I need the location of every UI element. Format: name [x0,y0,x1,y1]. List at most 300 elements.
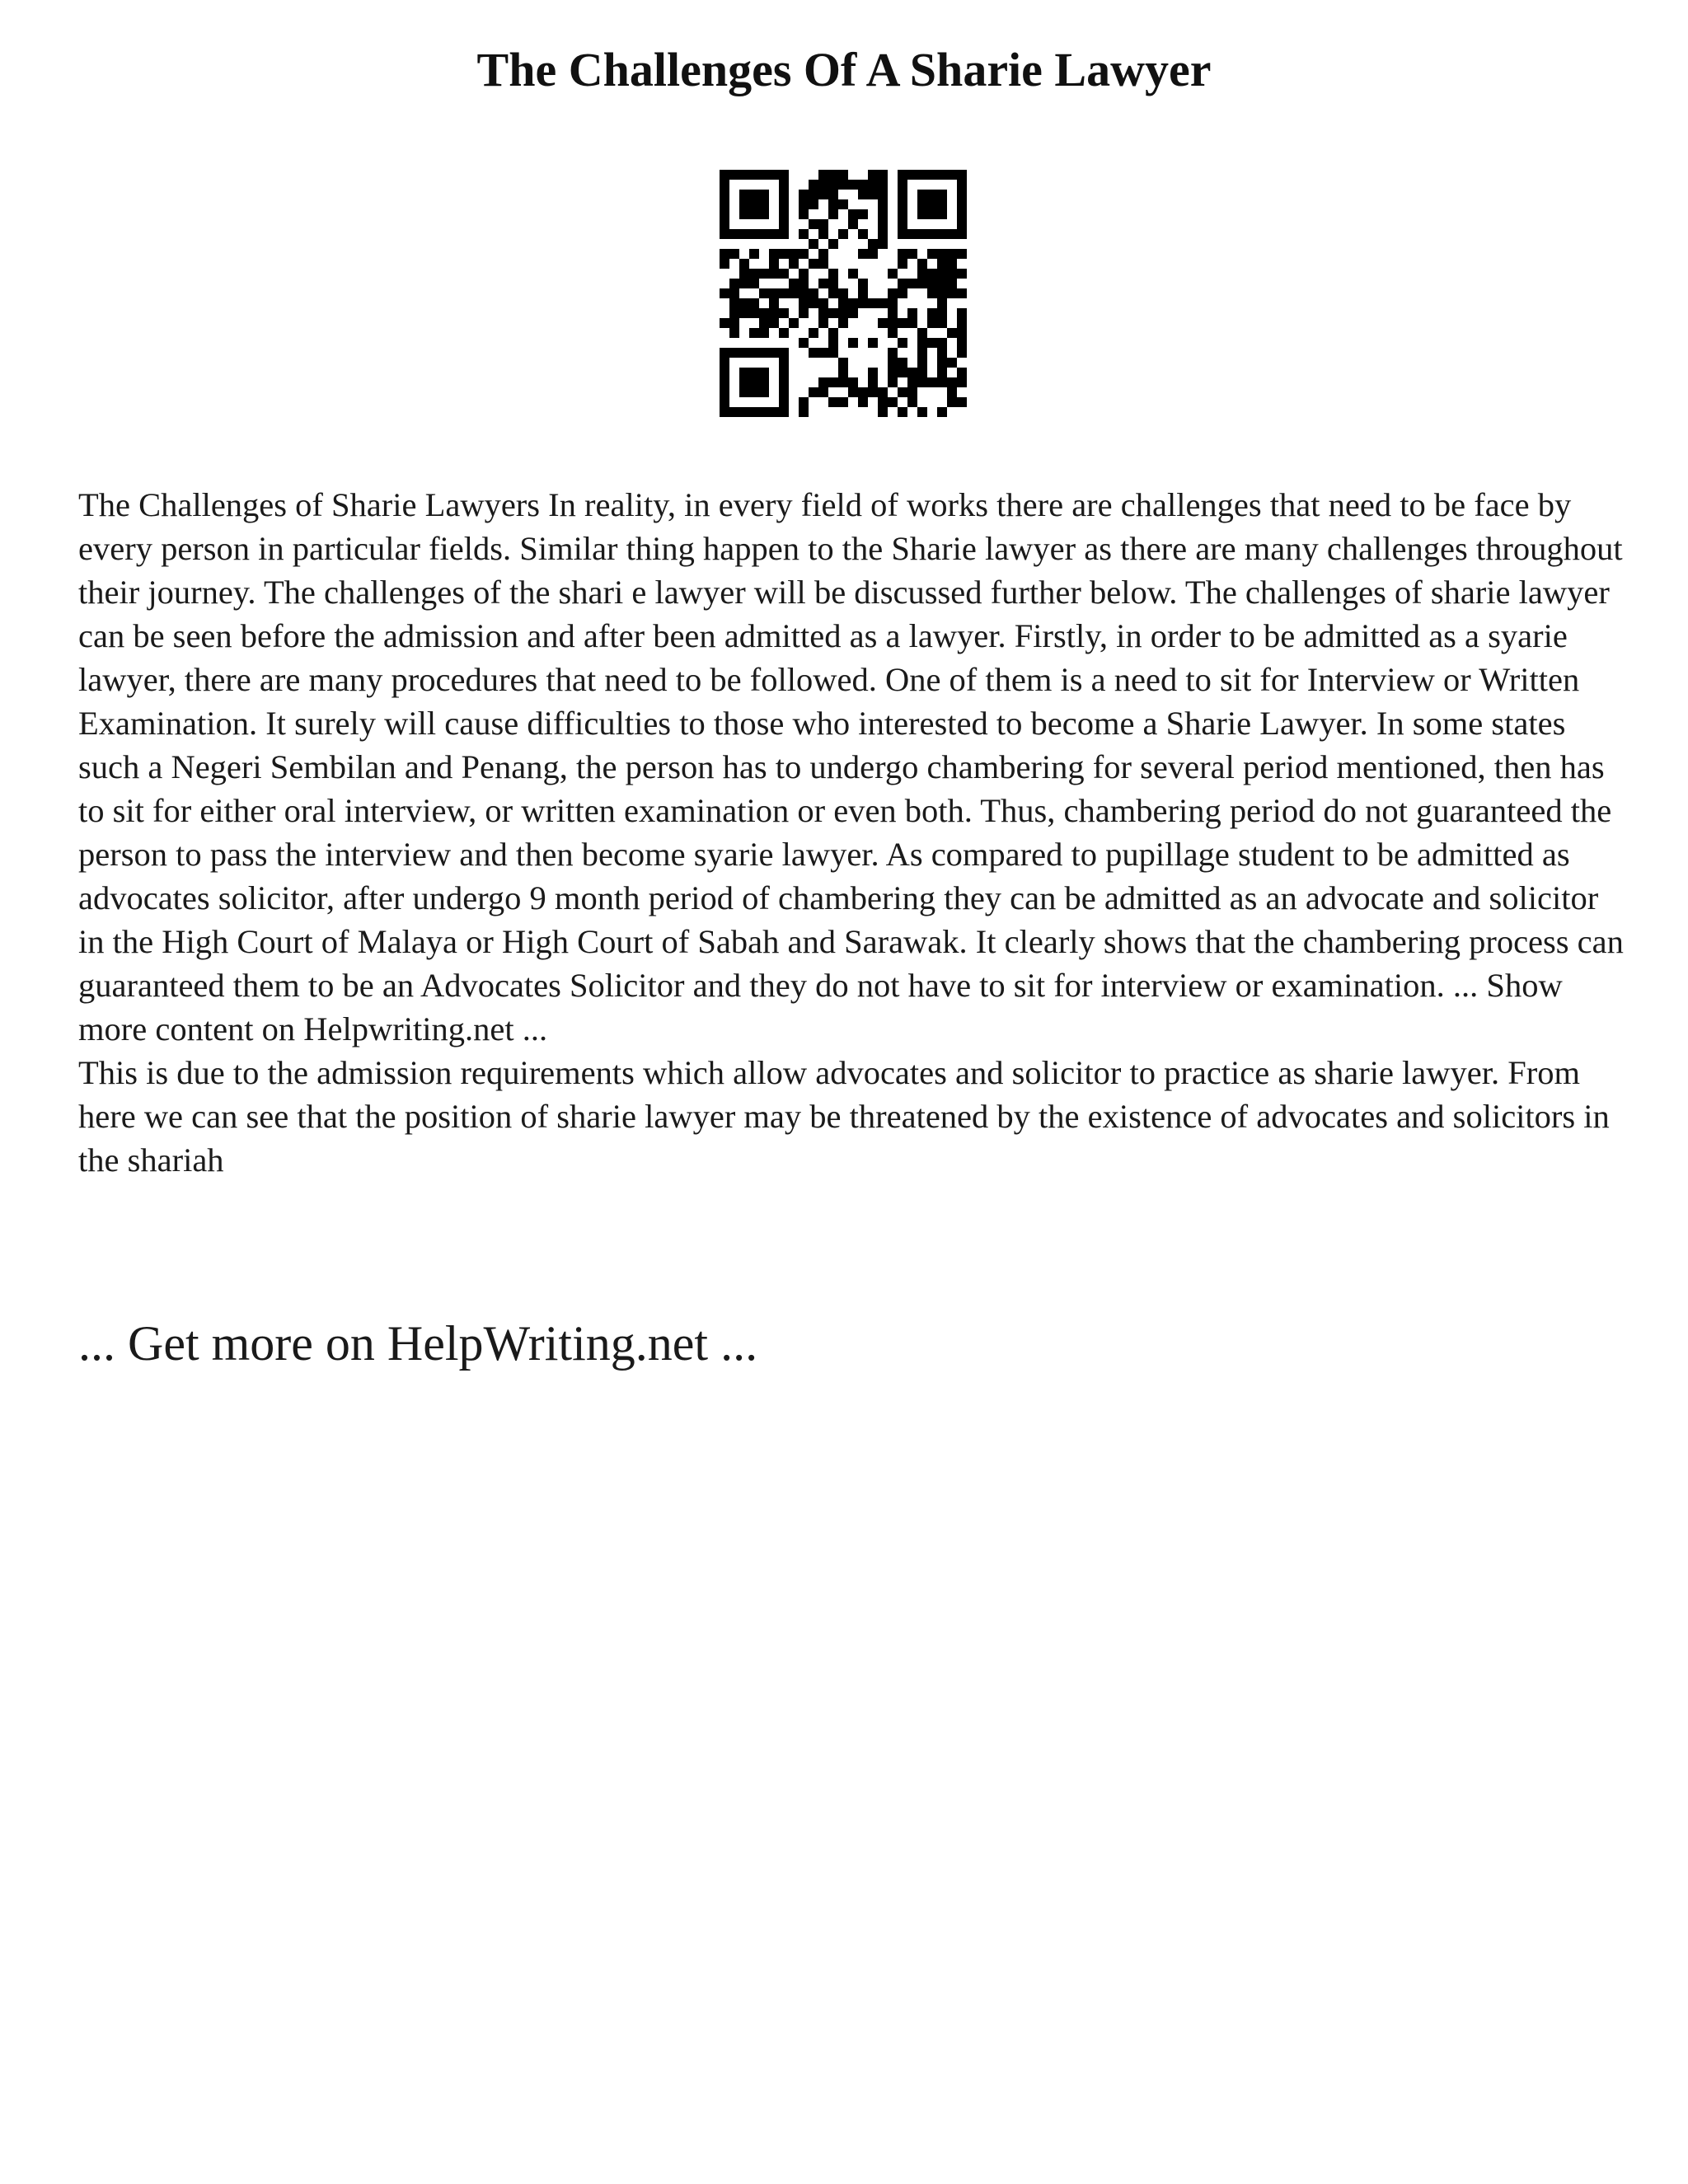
qr-module [957,269,967,279]
qr-module [898,199,907,209]
qr-module [838,358,848,368]
qr-module [868,377,878,387]
qr-module [957,199,967,209]
qr-module [937,199,947,209]
qr-module [720,199,729,209]
qr-module [898,229,907,239]
qr-module [957,180,967,190]
qr-module [720,229,729,239]
qr-module [720,190,729,199]
qr-module [858,279,868,288]
qr-module [858,397,868,407]
qr-module [937,259,947,269]
qr-module [720,318,729,328]
qr-module [937,298,947,308]
qr-module [838,397,848,407]
qr-module [759,209,769,219]
qr-module [927,209,937,219]
qr-module [769,308,779,318]
qr-module [828,308,838,318]
qr-module [759,269,769,279]
qr-module [858,387,868,397]
qr-module [720,180,729,190]
qr-module [749,190,759,199]
qr-module [937,308,947,318]
qr-module [838,368,848,377]
qr-module [720,358,729,368]
qr-module [749,308,759,318]
qr-module [720,259,729,269]
qr-module [907,229,917,239]
qr-module [947,358,957,368]
qr-module [749,229,759,239]
qr-module [799,338,809,348]
qr-module [789,259,799,269]
qr-module [729,348,739,358]
qr-module [809,288,818,298]
qr-module [907,249,917,259]
qr-module [759,288,769,298]
qr-module [858,288,868,298]
qr-module [759,387,769,397]
qr-module [749,269,759,279]
qr-module [720,249,729,259]
qr-module [759,377,769,387]
qr-module [799,209,809,219]
qr-module [937,288,947,298]
qr-module [749,249,759,259]
qr-module [779,328,789,338]
qr-module [848,308,858,318]
qr-module [848,209,858,219]
qr-module [720,288,729,298]
qr-module [957,397,967,407]
qr-module [809,190,818,199]
qr-module [828,397,838,407]
qr-module [838,180,848,190]
qr-module [720,170,729,180]
qr-module [759,170,769,180]
qr-module [739,259,749,269]
qr-module [838,199,848,209]
qr-module [809,298,818,308]
qr-module [878,387,888,397]
qr-module [878,219,888,229]
qr-module [937,209,947,219]
qr-module [779,377,789,387]
qr-module [927,249,937,259]
qr-module [799,269,809,279]
qr-module [947,288,957,298]
qr-module [907,377,917,387]
qr-module [749,170,759,180]
qr-module [769,407,779,417]
qr-module [799,288,809,298]
qr-module [818,377,828,387]
qr-module [937,318,947,328]
qr-module [818,229,828,239]
qr-module [957,308,967,318]
qr-module [828,348,838,358]
qr-module [749,407,759,417]
qr-module [907,397,917,407]
qr-module [898,249,907,259]
qr-module [947,377,957,387]
qr-module [818,190,828,199]
qr-module [739,368,749,377]
qr-module [917,170,927,180]
qr-module [917,377,927,387]
qr-module [799,229,809,239]
qr-module [917,358,927,368]
qr-module [749,199,759,209]
qr-module [818,318,828,328]
qr-module [789,249,799,259]
qr-module [868,368,878,377]
qr-module [947,387,957,397]
qr-module [868,239,878,249]
qr-module [729,308,739,318]
qr-module [927,199,937,209]
qr-module [739,308,749,318]
qr-module [739,298,749,308]
qr-module [759,368,769,377]
qr-module [799,199,809,209]
qr-module [828,199,838,209]
qr-module [947,249,957,259]
qr-module [898,170,907,180]
article-body [78,483,1628,1182]
qr-module [937,358,947,368]
qr-module [828,209,838,219]
qr-module [937,377,947,387]
qr-module [937,348,947,358]
qr-module [947,269,957,279]
qr-module [888,377,898,387]
qr-module [818,279,828,288]
qr-module [729,170,739,180]
qr-module [739,229,749,239]
qr-module [848,269,858,279]
qr-module [848,387,858,397]
qr-module [957,249,967,259]
qr-module [838,298,848,308]
paragraph-2: This is due to the admission requirements which allow advocates and solicitor to practice as sharie lawyer. From here we can see that the position of sharie lawyer may be threatened by the existence of advocates and solicitors in the shariah [78,1054,1610,1179]
qr-module [739,190,749,199]
qr-module [720,219,729,229]
qr-module [739,387,749,397]
qr-module [917,229,927,239]
qr-module [898,180,907,190]
qr-module [878,209,888,219]
qr-module [739,348,749,358]
qr-module [907,279,917,288]
qr-module [957,328,967,338]
qr-module [838,318,848,328]
qr-module [779,219,789,229]
qr-module [818,249,828,259]
qr-module [749,387,759,397]
qr-module [729,288,739,298]
qr-module [818,219,828,229]
qr-module [927,377,937,387]
qr-module [779,407,789,417]
qr-module [799,298,809,308]
qr-module [818,308,828,318]
qr-module [769,298,779,308]
qr-module [809,219,818,229]
qr-module [898,338,907,348]
qr-module [957,170,967,180]
page-title: The Challenges Of A Sharie Lawyer [476,43,1212,96]
qr-module [809,180,818,190]
qr-module [799,279,809,288]
qr-module [888,288,898,298]
qr-module [818,259,828,269]
qr-module [779,358,789,368]
qr-module [937,269,947,279]
qr-module [888,328,898,338]
qr-module [729,328,739,338]
qr-module [898,259,907,269]
qr-module [779,180,789,190]
qr-module [927,170,937,180]
qr-module [749,209,759,219]
qr-module [789,318,799,328]
qr-module [749,328,759,338]
qr-module [898,387,907,397]
qr-module [947,259,957,269]
qr-module [779,368,789,377]
qr-module [769,288,779,298]
qr-module [878,407,888,417]
qr-module [779,209,789,219]
qr-module [779,229,789,239]
qr-module [838,229,848,239]
qr-module [947,170,957,180]
qr-module [907,387,917,397]
qr-module [917,368,927,377]
qr-module [858,190,868,199]
qr-module [818,387,828,397]
qr-module [957,229,967,239]
qr-module [848,338,858,348]
qr-module [828,269,838,279]
qr-module [838,308,848,318]
qr-module [779,387,789,397]
qr-module [917,190,927,199]
qr-module [937,249,947,259]
qr-module [907,308,917,318]
qr-module [858,180,868,190]
qr-module [927,190,937,199]
qr-module [957,209,967,219]
qr-module [898,209,907,219]
qr-module [739,279,749,288]
qr-module [878,170,888,180]
qr-module [898,407,907,417]
qr-module [799,190,809,199]
qr-module [769,259,779,269]
qr-module [759,190,769,199]
qr-module [927,269,937,279]
qr-module [888,269,898,279]
qr-module [888,348,898,358]
qr-module [898,358,907,368]
qr-module [878,199,888,209]
qr-module [868,387,878,397]
qr-module [799,308,809,318]
qr-module [720,209,729,219]
qr-module [868,338,878,348]
qr-module [917,269,927,279]
qr-module [809,199,818,209]
qr-module [858,229,868,239]
qr-module [799,249,809,259]
qr-module [729,229,739,239]
qr-module [779,348,789,358]
qr-module [917,328,927,338]
qr-module [858,209,868,219]
qr-module [937,279,947,288]
qr-module [729,298,739,308]
qr-module [828,338,838,348]
qr-module [927,308,937,318]
qr-module [809,348,818,358]
qr-module [828,170,838,180]
qr-module [739,377,749,387]
qr-module [888,397,898,407]
qr-module [759,328,769,338]
qr-module [957,288,967,298]
qr-module [848,219,858,229]
qr-module [957,190,967,199]
qr-module [898,190,907,199]
qr-module [769,170,779,180]
qr-module [868,298,878,308]
qr-module [868,180,878,190]
qr-module [749,368,759,377]
qr-module [917,209,927,219]
qr-module [828,279,838,288]
qr-module [759,318,769,328]
qr-module [927,338,937,348]
qr-module [888,318,898,328]
qr-module [878,180,888,190]
qr-module [898,318,907,328]
qr-module [818,180,828,190]
qr-module [898,288,907,298]
qr-module [937,407,947,417]
qr-module [957,338,967,348]
paragraph-1: The Challenges of Sharie Lawyers In reality, in every field of works there are challenges that need to be face by every person in particular fields. Similar thing happen to the Sharie lawyer as there are many challenges throughout their journey. The challenges of the shari e lawyer will be discussed further below. The challenges of sharie lawyer can be seen before the admission and after been admitted as a lawyer. Firstly, in order to be admitted as a syarie lawyer, there are many procedures that need to be followed. One of them is a need to sit for Interview or Written Examination. It surely will cause difficulties to those who interested to become a Sharie Lawyer. In some states such a Negeri Sembilan and Penang, the person has to undergo chambering for several period mentioned, then has to sit for either oral interview, or written examination or even both. Thus, chambering period do not guaranteed the person to pass the interview and then become syarie lawyer. As compared to pupillage student to be admitted as advocates solicitor, after undergo 9 month period of chambering they can be admitted as an advocate and solicitor in the High Court of Malaya or High Court of Sabah and Sarawak. It clearly shows that the chambering process can guaranteed them to be an Advocates Solicitor and they do not have to sit for interview or examination. ... Show more content on Helpwriting.net ... [78,486,1624,1047]
qr-module [838,170,848,180]
qr-module [759,199,769,209]
qr-module [937,229,947,239]
qr-module [917,348,927,358]
qr-module [927,229,937,239]
qr-module [729,407,739,417]
qr-module [749,377,759,387]
qr-module [809,387,818,397]
qr-module [888,298,898,308]
qr-module [858,249,868,259]
qr-module [828,239,838,249]
qr-module [818,348,828,358]
qr-module [769,229,779,239]
qr-module [759,229,769,239]
qr-module [937,338,947,348]
qr-module [917,407,927,417]
qr-module [739,269,749,279]
qr-module [917,279,927,288]
qr-module [779,269,789,279]
qr-module [947,328,957,338]
qr-module [878,397,888,407]
qr-module [809,328,818,338]
qr-module [848,377,858,387]
qr-module [927,279,937,288]
qr-module [759,348,769,358]
qr-module [749,298,759,308]
qr-module [917,199,927,209]
qr-module [809,239,818,249]
qr-module [957,318,967,328]
qr-module [947,279,957,288]
qr-module [779,397,789,407]
qr-module [878,239,888,249]
qr-module [789,279,799,288]
qr-module [878,229,888,239]
qr-module [878,190,888,199]
qr-module [769,269,779,279]
qr-module [888,308,898,318]
qr-module [739,199,749,209]
qr-module [878,318,888,328]
qr-module [720,377,729,387]
qr-module [779,190,789,199]
qr-module [749,348,759,358]
qr-module [848,298,858,308]
qr-module [799,407,809,417]
qr-module [739,209,749,219]
qr-module [907,368,917,377]
qr-module [838,377,848,387]
qr-module [898,219,907,229]
qr-module [720,348,729,358]
qr-module [868,249,878,259]
qr-module [898,279,907,288]
qr-module [858,298,868,308]
qr-module [937,190,947,199]
qr-module [759,308,769,318]
qr-module [818,298,828,308]
qr-module [769,348,779,358]
qr-module [769,318,779,328]
qr-module [769,249,779,259]
qr-module [739,170,749,180]
qr-module [828,288,838,298]
qr-module [917,338,927,348]
qr-module [720,397,729,407]
qr-module [779,308,789,318]
qr-module [888,368,898,377]
qr-module [957,219,967,229]
qr-module [937,170,947,180]
qr-module [729,249,739,259]
get-more-link[interactable]: ... Get more on HelpWriting.net ... [78,1316,758,1371]
qr-module [729,318,739,328]
